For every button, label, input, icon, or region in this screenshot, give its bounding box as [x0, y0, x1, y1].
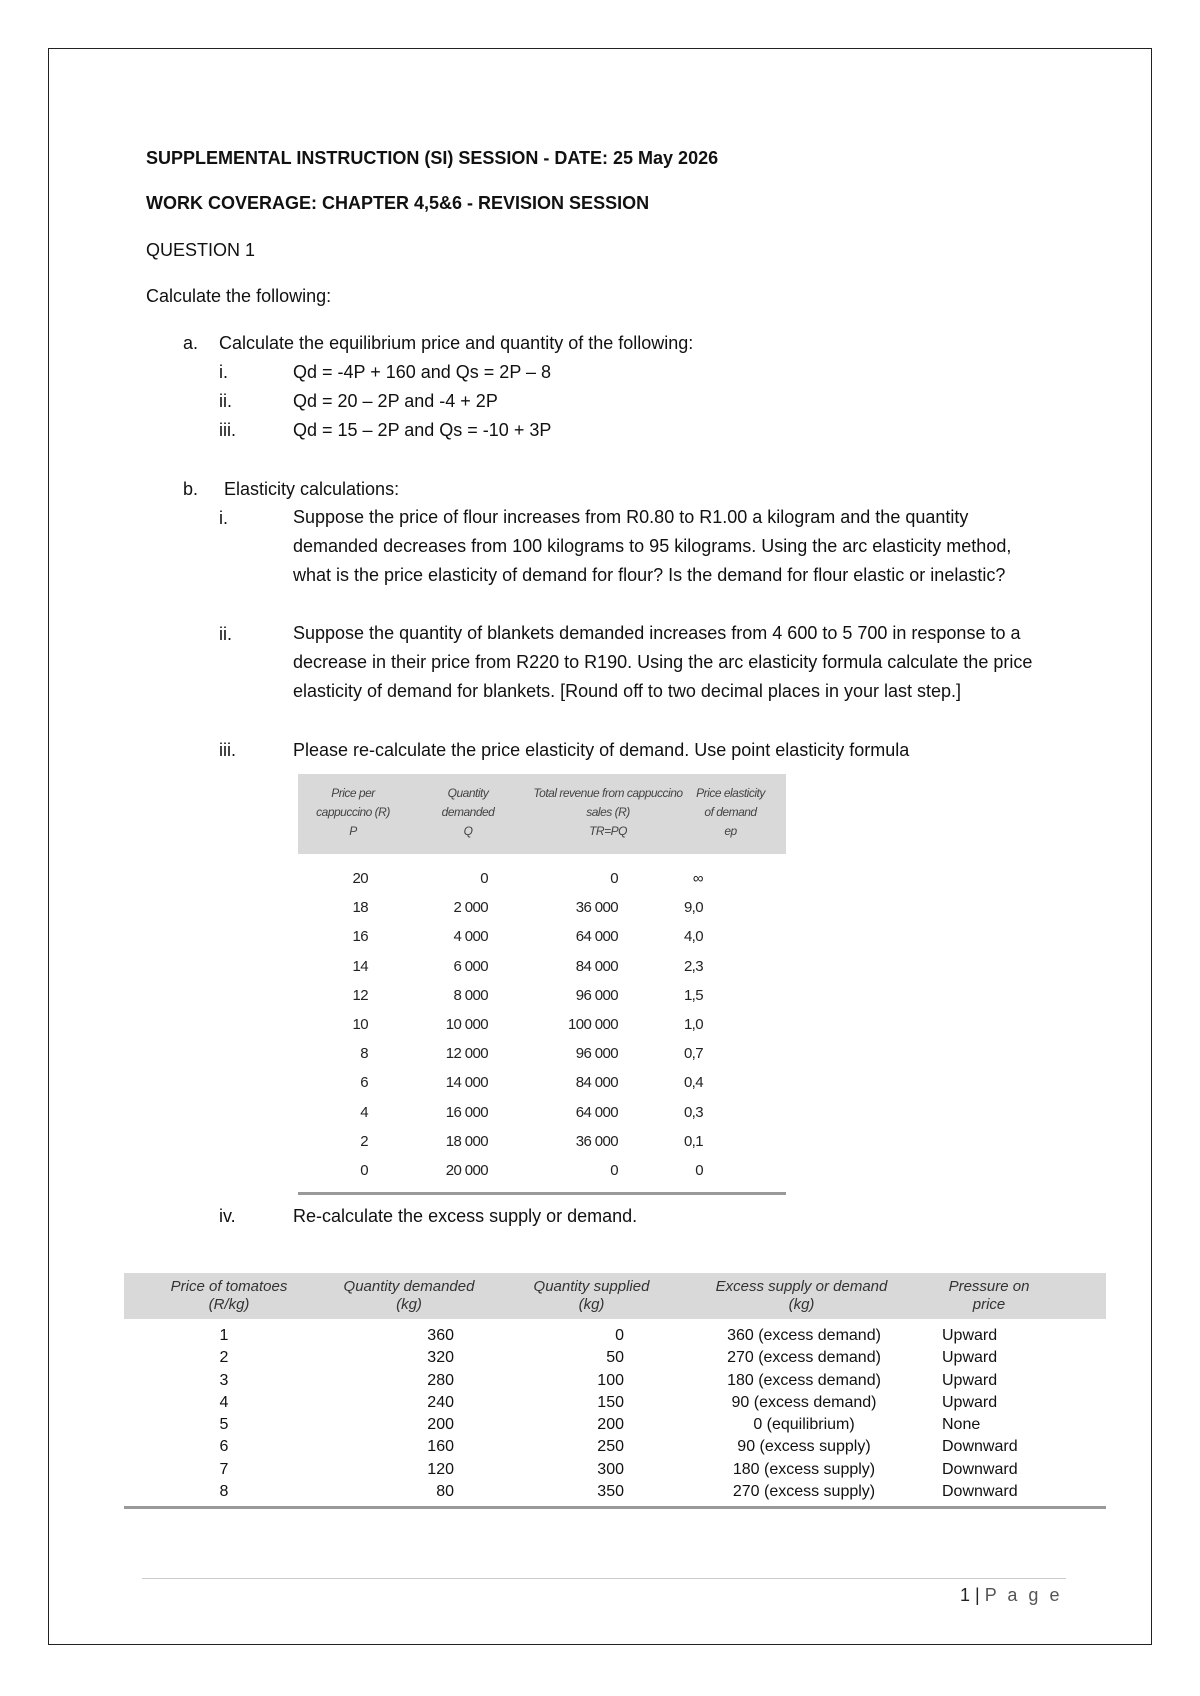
column-header: Quantity supplied (kg): [533, 1278, 650, 1313]
table-cell: 8: [360, 1045, 368, 1063]
table-cell: 180 (excess demand): [727, 1371, 881, 1389]
column-header: Pressure on price: [948, 1278, 1030, 1313]
table-cell: 320: [427, 1349, 454, 1367]
part-b-item-num: i.: [219, 508, 228, 528]
table-cell: 16: [352, 928, 368, 946]
table-cell: 0: [610, 1161, 618, 1179]
part-b-item-text: Please re-calculate the price elasticity of demand. Use point elasticity formula: [293, 740, 910, 760]
table-body: [124, 1325, 1106, 1503]
table-cell: 12 000: [445, 1045, 488, 1063]
table-cell: 280: [427, 1371, 454, 1389]
table-cell: 50: [606, 1349, 624, 1367]
part-a-item-text: Qd = 15 – 2P and Qs = -10 + 3P: [293, 420, 552, 440]
question-label: QUESTION 1: [146, 240, 256, 260]
part-a-item-text: Qd = -4P + 160 and Qs = 2P – 8: [293, 362, 552, 382]
table-row: [298, 952, 786, 981]
tomato-excess-table: [124, 1273, 1106, 1503]
table-row: [124, 1347, 1106, 1369]
table-row: [298, 1068, 786, 1097]
table-cell: 0,4: [683, 1074, 703, 1092]
table-cell: 96 000: [575, 986, 618, 1004]
table-row: [298, 1010, 786, 1039]
table-row: [124, 1325, 1106, 1347]
table-cell: 2: [219, 1349, 229, 1367]
table-row: [298, 981, 786, 1010]
table-cell: 180 (excess supply): [732, 1460, 876, 1478]
table-cell: 7: [219, 1460, 229, 1478]
table-cell: 9,0: [683, 899, 703, 917]
column-header: Quantity demanded (kg): [343, 1278, 475, 1313]
table-cell: 2 000: [453, 899, 488, 917]
column-header: Quantity demanded Q: [441, 786, 495, 838]
table-row: [298, 1127, 786, 1156]
part-a-item-num: i.: [219, 362, 228, 382]
table-cell: 4 000: [453, 928, 488, 946]
table-row: [124, 1370, 1106, 1392]
table-cell: 90 (excess supply): [737, 1438, 871, 1456]
table-cell: 0: [610, 870, 618, 887]
column-header: Price per cappuccino (R) P: [316, 786, 390, 838]
table-cell: 4: [219, 1393, 229, 1411]
table-row: [298, 1156, 786, 1185]
table-cell: 100: [597, 1371, 624, 1389]
table-body: [298, 864, 786, 1185]
table-cell: 200: [427, 1416, 454, 1434]
table-cell: None: [942, 1416, 981, 1434]
part-a-marker: a.: [183, 333, 199, 353]
cappuccino-elasticity-table: [298, 774, 786, 1185]
table-cell: 5: [219, 1416, 229, 1434]
table-cell: 300: [597, 1460, 624, 1478]
table-cell: 3: [219, 1371, 229, 1389]
table-cell: 360 (excess demand): [727, 1327, 881, 1344]
table-cell: 1: [219, 1327, 229, 1344]
table-cell: 1,5: [683, 986, 703, 1004]
table-cell: Upward: [942, 1349, 998, 1367]
table-cell: 4,0: [683, 928, 703, 946]
table-cell: 90 (excess demand): [731, 1393, 877, 1411]
table-cell: 250: [597, 1438, 624, 1456]
part-b-item-num: ii.: [219, 624, 232, 644]
part-a-item-num: ii.: [219, 391, 232, 411]
table-cell: 10 000: [445, 1015, 488, 1033]
footer-separator: |: [975, 1585, 980, 1605]
table-cell: Upward: [942, 1327, 998, 1344]
table-cell: 270 (excess demand): [727, 1349, 881, 1367]
table-row: [298, 922, 786, 951]
column-header: Total revenue from cappuccino sales (R) TR=PQ: [533, 786, 683, 838]
table-cell: 96 000: [575, 1045, 618, 1063]
table-cell: 36 000: [575, 899, 618, 917]
table-cell: 20: [352, 870, 368, 887]
table-cell: 0,3: [683, 1103, 703, 1121]
table-cell: 6: [360, 1074, 368, 1092]
session-title: SUPPLEMENTAL INSTRUCTION (SI) SESSION - DATE: 25 May 2026: [146, 148, 719, 168]
table-cell: 84 000: [575, 1074, 618, 1092]
table-cell: Downward: [942, 1483, 1018, 1501]
column-header: Price of tomatoes (R/kg): [170, 1278, 288, 1313]
table-row: [124, 1481, 1106, 1503]
table-cell: 2,3: [683, 957, 703, 975]
table-cell: Downward: [942, 1460, 1018, 1478]
table-row: [298, 1098, 786, 1127]
table-cell: 12: [352, 986, 368, 1004]
table-cell: 0: [695, 1161, 703, 1179]
column-header: Price elasticity of demand ep: [696, 786, 765, 838]
part-a-text: Calculate the equilibrium price and quantity of the following:: [219, 333, 694, 353]
part-b-item-text: Suppose the price of flour increases from R0.80 to R1.00 a kilogram and the quantity demanded decreases from 100 kilograms to 95 kilograms. Using the arc elasticity method, what is the price elasticity of demand for flour? Is the demand for flour elastic or inelastic?: [293, 507, 1012, 585]
table-header: [298, 774, 786, 854]
table-cell: 150: [597, 1393, 624, 1411]
table-cell: 2: [360, 1132, 368, 1150]
table-cell: 160: [427, 1438, 454, 1456]
page-footer: [960, 1585, 1062, 1606]
table-cell: 6 000: [453, 957, 488, 975]
table-cell: 14: [352, 957, 368, 975]
part-b-item-num: iii.: [219, 740, 236, 760]
table-cell: 10: [352, 1015, 368, 1033]
part-b-item-num: iv.: [219, 1206, 236, 1226]
table-cell: 84 000: [575, 957, 618, 975]
table-cell: 80: [436, 1483, 454, 1501]
table-cell: 1,0: [683, 1015, 703, 1033]
table-cell: 350: [597, 1483, 624, 1501]
table-cell: 4: [360, 1103, 368, 1121]
table-cell: ∞: [692, 870, 703, 887]
table-cell: 14 000: [445, 1074, 488, 1092]
table-cell: 200: [597, 1416, 624, 1434]
table-cell: 0: [360, 1161, 368, 1179]
table-cell: Upward: [942, 1371, 998, 1389]
table-row: [298, 893, 786, 922]
table-cell: 360: [427, 1327, 454, 1344]
part-b-item-text: Suppose the quantity of blankets demanded increases from 4 600 to 5 700 in response to a decrease in their price from R220 to R190. Using the arc elasticity formula calculate the price elasticity of demand for blankets. [Round off to two decimal places in your last step.]: [293, 623, 1033, 701]
part-a-item-text: Qd = 20 – 2P and -4 + 2P: [293, 391, 498, 411]
table-cell: 0 (equilibrium): [753, 1416, 855, 1434]
table-cell: 120: [427, 1460, 454, 1478]
table-cell: Downward: [942, 1438, 1018, 1456]
table-row: [124, 1459, 1106, 1481]
page-number: 1: [960, 1585, 971, 1605]
page-label: P a g e: [984, 1585, 1063, 1605]
table-row: [124, 1392, 1106, 1414]
table-cell: 64 000: [575, 1103, 618, 1121]
footer-rule: [142, 1578, 1066, 1579]
part-b-text: Elasticity calculations:: [224, 479, 400, 499]
table-cell: 6: [219, 1438, 229, 1456]
table-cell: 8: [219, 1483, 229, 1501]
part-b-marker: b.: [183, 479, 199, 499]
part-a-item-num: iii.: [219, 420, 236, 440]
part-b-item-text: Re-calculate the excess supply or demand.: [293, 1206, 638, 1226]
table-cell: 0: [615, 1327, 624, 1344]
table-cell: 18 000: [445, 1132, 488, 1150]
column-header: Excess supply or demand (kg): [715, 1278, 888, 1313]
table-cell: 0,7: [683, 1045, 703, 1063]
question-intro: Calculate the following:: [146, 286, 332, 306]
table-cell: 0,1: [683, 1132, 703, 1150]
table-row: [124, 1414, 1106, 1436]
table-row: [298, 864, 786, 893]
table-row: [298, 1039, 786, 1068]
table-cell: 16 000: [445, 1103, 488, 1121]
table-row: [124, 1436, 1106, 1458]
table-cell: 8 000: [453, 986, 488, 1004]
table-cell: 36 000: [575, 1132, 618, 1150]
table-cell: 100 000: [567, 1015, 618, 1033]
table-cell: 20 000: [445, 1161, 488, 1179]
table-cell: 64 000: [575, 928, 618, 946]
work-coverage: WORK COVERAGE: CHAPTER 4,5&6 - REVISION SESSION: [146, 193, 650, 213]
table-cell: 0: [480, 870, 488, 887]
table-bottom-rule: [124, 1506, 1106, 1509]
table-header: [124, 1273, 1106, 1319]
table-cell: Upward: [942, 1393, 998, 1411]
table-cell: 18: [352, 899, 368, 917]
table-bottom-rule: [298, 1192, 786, 1195]
table-cell: 270 (excess supply): [732, 1483, 876, 1501]
table-cell: 240: [427, 1393, 454, 1411]
